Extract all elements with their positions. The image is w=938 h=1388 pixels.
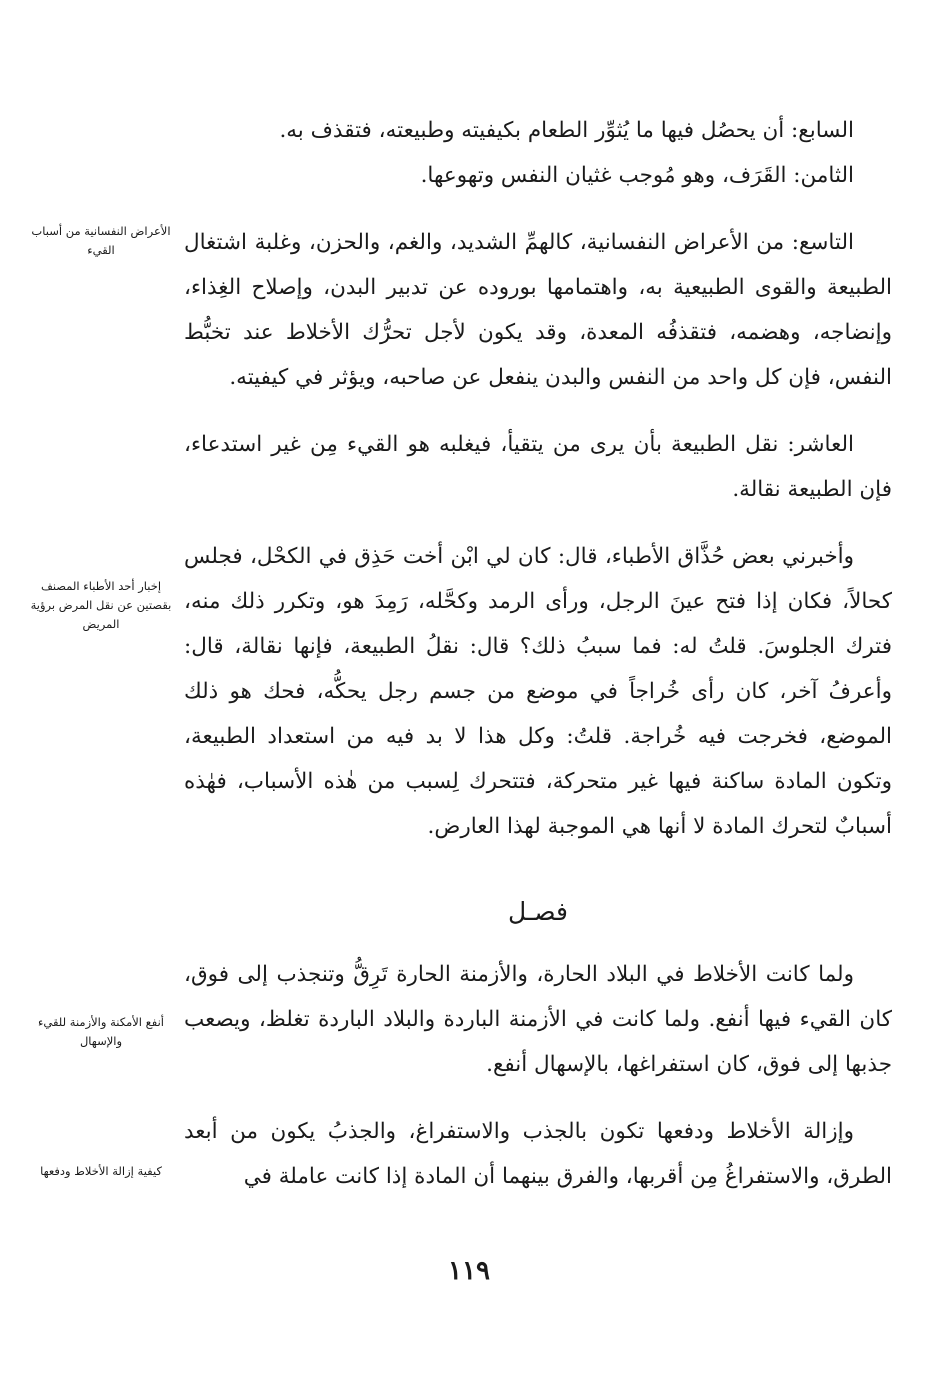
margin-note-physician-story: إخبار أحد الأطباء المصنف بقصتين عن نقل المرض برؤية المريض xyxy=(30,579,172,631)
paragraph-humor-removal: وإزالة الأخلاط ودفعها تكون بالجذب والاستفراغ، والجذبُ يكون من أبعد الطرق، والاستفراغُ مِن أقربها، والفرق بينهما أن المادة إذا كانت عاملة في xyxy=(184,1119,892,1189)
paragraph-physician-story: وأخبرني بعض حُذَّاق الأطباء، قال: كان لي ابْن أخت حَذِق في الكحْل، فجلس كحالاً، فكان إذا فتح عينَ الرجل، ورأى الرمد وكحَّله، رَمِدَ هو، وتكرر ذلك منه، فترك الجلوسَ. قلتُ له: فما سببُ ذلك؟ قال: نقلُ الطبيعة، فإنها نقالة، قال: وأعرفُ آخر، كان رأى خُراجاً في موضع من جسم رجل يحكُّه، فحك هو ذلك الموضع، فخرجت فيه خُراجة. قلتُ: وكل هذا لا بد فيه من استعداد الطبيعة، وتكون المادة ساكنة فيها غير متحركة، فتتحرك لِسبب من هٰذه الأسباب، فهٰذه أسبابٌ لتحرك المادة لا أنها هي الموجبة لهذا العارض. xyxy=(184,544,892,839)
section-heading: فصـل xyxy=(508,897,568,926)
margin-note-psychological-causes: الأعراض النفسانية من أسباب القيء xyxy=(31,224,171,257)
paragraph-tenth-cause: العاشر: نقل الطبيعة بأن يرى من يتقيأ، فيغلبه هو القيء مِن غير استدعاء، فإن الطبيعة نقالة. xyxy=(184,432,892,502)
paragraph-seventh-cause: السابع: أن يحصُل فيها ما يُثوِّر الطعام بكيفيته وطبيعته، فتقذف به. xyxy=(279,118,854,143)
main-text-column xyxy=(184,108,892,1199)
paragraph-eighth-cause: الثامن: القَرَف، وهو مُوجب غثيان النفس وتهوعها. xyxy=(420,163,854,188)
margin-note-places-seasons: أنفع الأمكنة والأزمنة للقيء والإسهال xyxy=(38,1015,164,1048)
margin-note-humor-removal: كيفية إزالة الأخلاط ودفعها xyxy=(40,1164,162,1178)
paragraph-climate-vomiting: ولما كانت الأخلاط في البلاد الحارة، والأزمنة الحارة تَرِقُّ وتنجذب إلى فوق، كان القيء فيها أنفع. ولما كانت في الأزمنة الباردة والبلاد الباردة تغلظ، ويصعب جذبها إلى فوق، كان استفراغها، بالإسهال أنفع. xyxy=(184,962,892,1077)
paragraph-ninth-cause: التاسع: من الأعراض النفسانية، كالهمِّ الشديد، والغم، والحزن، وغلبة اشتغال الطبيعة والقوى الطبيعية به، واهتمامها بوروده عن تدبير البدن، وإصلاح الغِذاء، وإنضاجه، وهضمه، فتقذفُه المعدة، وقد يكون لأجل تحرُّك الأخلاط عند تخبُّط النفس، فإن كل واحد من النفس والبدن ينفعل عن صاحبه، ويؤثر في كيفيته. xyxy=(184,230,892,390)
page-number: ١١٩ xyxy=(448,1256,490,1286)
